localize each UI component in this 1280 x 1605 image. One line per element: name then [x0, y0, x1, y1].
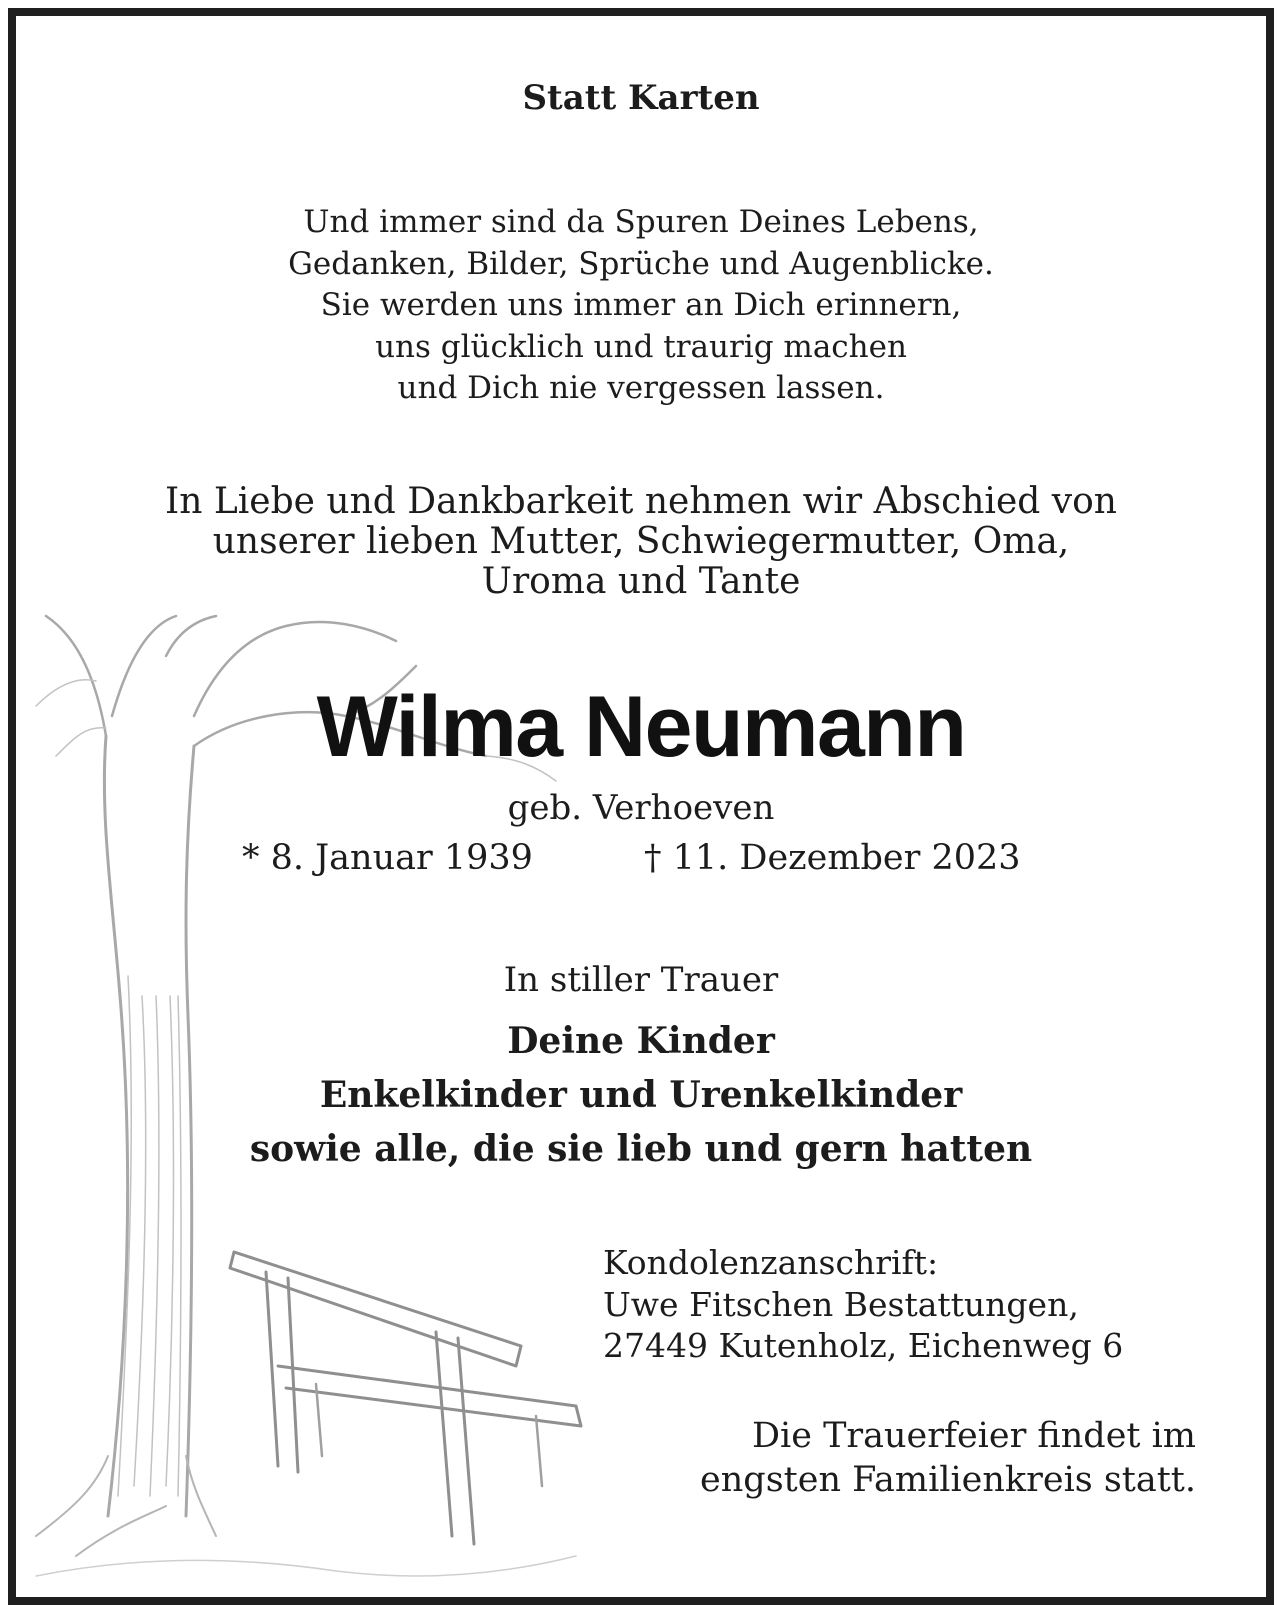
poem-verse: [16, 202, 1266, 410]
poem-line: Sie werden uns immer an Dich erinnern,: [320, 287, 962, 323]
mourner-line: Enkelkinder und Urenkelkinder: [319, 1074, 963, 1116]
ceremony-line: Die Trauerfeier findet im: [751, 1416, 1196, 1456]
deceased-name: Wilma Neumann: [316, 679, 966, 775]
address-line: Uwe Fitschen Bestattungen,: [603, 1284, 1079, 1324]
poem-line: Und immer sind da Spuren Deines Lebens,: [303, 204, 979, 240]
address-line: Kondolenzanschrift:: [603, 1243, 939, 1282]
bench-sketch: [230, 1252, 521, 1366]
mourners-list: [16, 1014, 1266, 1176]
mourning-intro: In stiller Trauer: [503, 960, 779, 1000]
poem-line: Gedanken, Bilder, Sprüche und Augenblicke.: [288, 245, 994, 282]
intro-line: Uroma und Tante: [481, 561, 801, 602]
ceremony-line: engsten Familienkreis statt.: [700, 1460, 1196, 1500]
ceremony-note: [700, 1414, 1196, 1502]
poem-line: und Dich nie vergessen lassen.: [397, 370, 885, 406]
farewell-intro: [16, 482, 1266, 602]
intro-line: In Liebe und Dankbarkeit nehmen wir Abschied von: [165, 481, 1117, 522]
poem-line: uns glücklich und traurig machen: [375, 328, 907, 365]
address-line: 27449 Kutenholz, Eichenweg 6: [603, 1326, 1124, 1365]
condolence-address: [603, 1242, 1123, 1367]
mourner-line: Deine Kinder: [507, 1020, 775, 1062]
intro-line: unserer lieben Mutter, Schwiegermutter, Oma,: [212, 521, 1070, 562]
obituary-notice: [8, 8, 1274, 1605]
death-date: † 11. Dezember 2023: [644, 838, 1021, 878]
birth-name: geb. Verhoeven: [507, 788, 775, 828]
notice-heading: Statt Karten: [522, 78, 760, 118]
mourner-line: sowie alle, die sie lieb und gern hatten: [249, 1128, 1033, 1170]
birth-date: * 8. Januar 1939: [242, 838, 533, 878]
